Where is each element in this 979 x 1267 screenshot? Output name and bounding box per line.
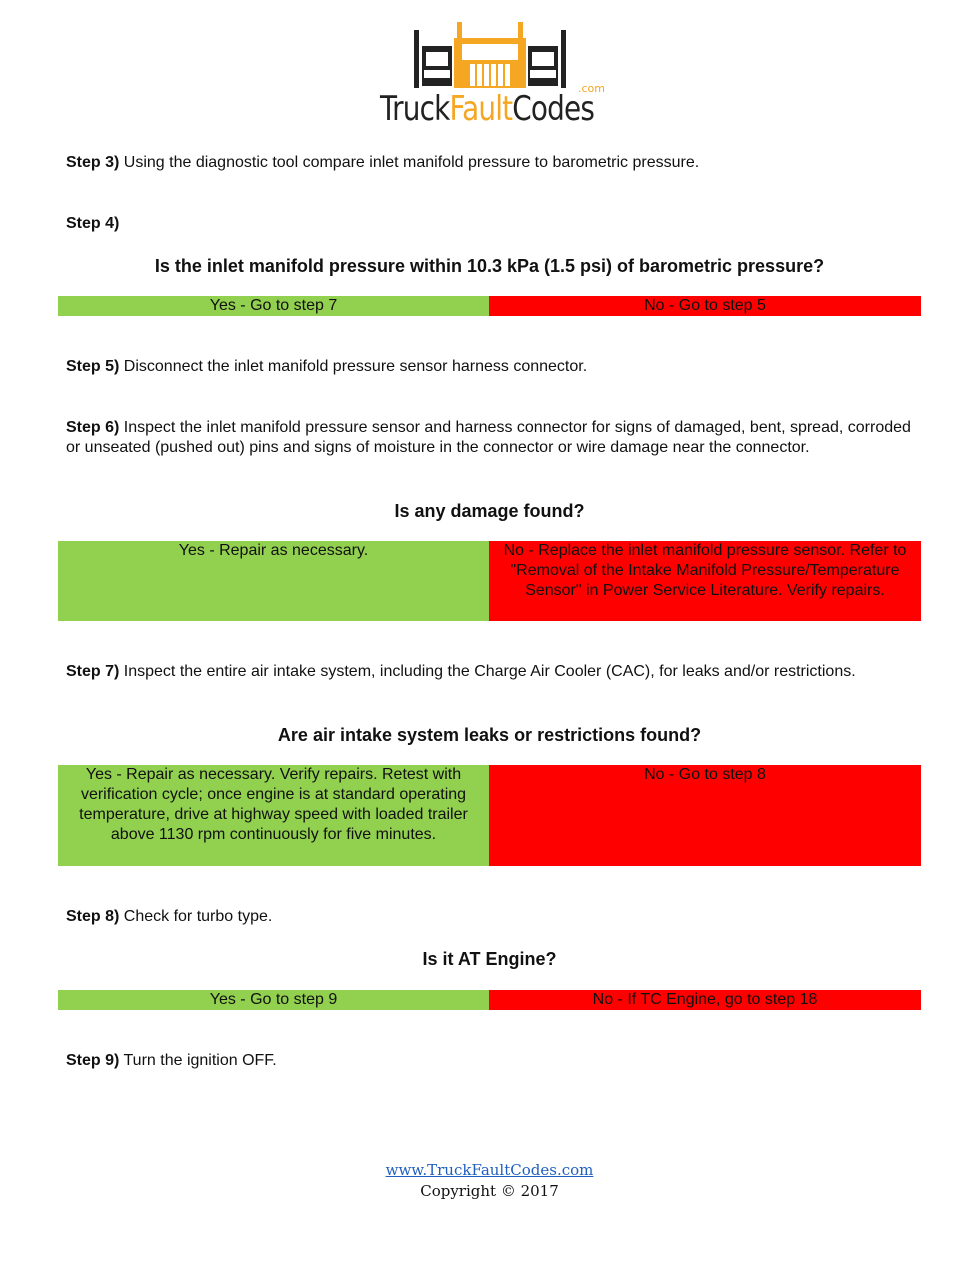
logo-domain-suffix: .com [578,82,605,95]
logo-word-truck: Truck [380,89,450,129]
logo-word-fault: Fault [449,89,513,129]
step-9 [66,1051,916,1071]
step-text: Disconnect the inlet manifold pressure sensor harness connector. [119,358,588,375]
question-air-intake-leaks: Are air intake system leaks or restrictions found? [277,725,702,745]
footer [0,1160,979,1202]
question-manifold-pressure: Is the inlet manifold pressure within 10.3 kPa (1.5 psi) of barometric pressure? [154,256,825,276]
answer-no: No - If TC Engine, go to step 18 [489,990,921,1010]
answer-no: No - Go to step 5 [489,296,921,316]
step-text: Check for turbo type. [119,908,273,925]
step-text: Using the diagnostic tool compare inlet manifold pressure to barometric pressure. [119,154,700,171]
answer-yes: Yes - Repair as necessary. [58,541,489,621]
step-label: Step 9) [66,1052,120,1069]
question-damage-found: Is any damage found? [394,501,585,521]
truck-icon [410,20,570,90]
logo-word-codes: Codes [512,89,595,129]
step-label: Step 4) [66,215,120,232]
answer-row-1 [58,296,921,316]
step-text: Inspect the inlet manifold pressure sensor and harness connector for signs of damaged, bent, spread, corroded or unseated (pushed out) pins and signs of moisture in the connector or wire damage near the connector. [66,419,911,456]
step-label: Step 3) [66,154,120,171]
step-label: Step 5) [66,358,120,375]
step-8 [66,907,916,927]
answer-yes: Yes - Repair as necessary. Verify repairs. Retest with verification cycle; once engine is at standard operating temperature, drive at highway speed with loaded trailer above 1130 rpm continuously for five minutes. [58,765,489,866]
answer-no: No - Replace the inlet manifold pressure sensor. Refer to "Removal of the Intake Manifold Pressure/Temperature Sensor" in Power Service Literature. Verify repairs. [489,541,921,621]
step-5 [66,357,916,377]
footer-copyright: Copyright © 2017 [420,1182,559,1200]
logo-wordmark [380,89,595,129]
answer-yes: Yes - Go to step 9 [58,990,489,1010]
step-4 [66,214,916,234]
step-label: Step 6) [66,419,120,436]
answer-row-3 [58,765,921,866]
step-6 [66,418,916,458]
step-label: Step 7) [66,663,120,680]
answer-no: No - Go to step 8 [489,765,921,866]
step-3 [66,153,916,173]
footer-website-link[interactable]: www.TruckFaultCodes.com [385,1161,594,1179]
step-text: Turn the ignition OFF. [119,1052,277,1069]
step-7 [66,662,916,682]
answer-row-4 [58,990,921,1010]
answer-row-2 [58,541,921,621]
brand-logo [380,20,605,128]
answer-yes: Yes - Go to step 7 [58,296,489,316]
question-at-engine: Is it AT Engine? [422,949,557,969]
step-text: Inspect the entire air intake system, including the Charge Air Cooler (CAC), for leaks and/or restrictions. [119,663,856,680]
step-label: Step 8) [66,908,120,925]
